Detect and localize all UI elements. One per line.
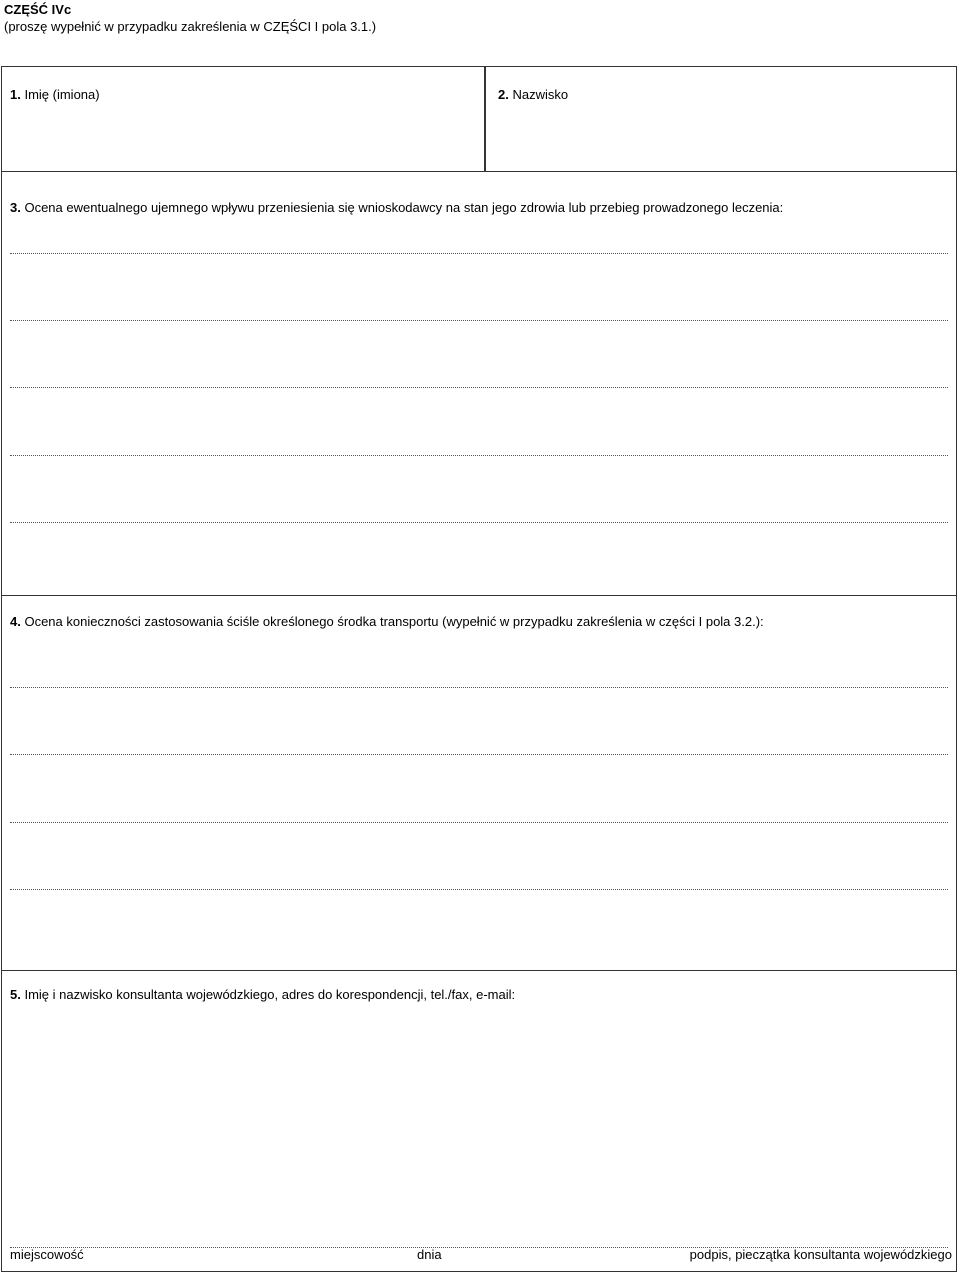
transport-line-4[interactable] xyxy=(10,889,948,890)
consultant-number: 5. xyxy=(10,987,21,1002)
section-subtitle: (proszę wypełnić w przypadku zakreślenia w CZĘŚCI I pola 3.1.) xyxy=(4,19,377,34)
transport-heading xyxy=(10,614,764,629)
assessment-line-2[interactable] xyxy=(10,320,948,321)
surname-number: 2. xyxy=(498,87,509,102)
form-header xyxy=(4,1,376,35)
consultant-section xyxy=(2,971,956,1271)
first-name-field[interactable] xyxy=(10,87,100,102)
section-title: CZĘŚĆ IVc xyxy=(4,2,72,17)
assessment-line-1[interactable] xyxy=(10,253,948,254)
assessment-line-3[interactable] xyxy=(10,387,948,388)
assessment-line-4[interactable] xyxy=(10,455,948,456)
signature-label: podpis, pieczątka konsultanta wojewódzkiego xyxy=(689,1247,952,1262)
transport-section xyxy=(2,596,956,971)
transport-line-2[interactable] xyxy=(10,754,948,755)
transport-line-1[interactable] xyxy=(10,687,948,688)
surname-field[interactable] xyxy=(498,87,568,102)
transport-line-3[interactable] xyxy=(10,822,948,823)
assessment-line-5[interactable] xyxy=(10,522,948,523)
assessment-number: 3. xyxy=(10,200,21,215)
consultant-label: Imię i nazwisko konsultanta wojewódzkiego, adres do korespondencji, tel./fax, e-mail: xyxy=(24,987,516,1002)
transport-number: 4. xyxy=(10,614,21,629)
assessment-heading xyxy=(10,200,783,215)
form-container xyxy=(1,66,957,1272)
surname-label: Nazwisko xyxy=(512,87,569,102)
first-name-label: Imię (imiona) xyxy=(24,87,100,102)
consultant-heading xyxy=(10,987,515,1002)
transport-label: Ocena konieczności zastosowania ściśle określonego środka transportu (wypełnić w przypadku zakreślenia w części I pola 3.2.): xyxy=(24,614,764,629)
name-row xyxy=(2,67,956,172)
signature-labels xyxy=(10,1247,952,1267)
cell-divider xyxy=(484,67,486,171)
assessment-label: Ocena ewentualnego ujemnego wpływu przeniesienia się wnioskodawcy na stan jego zdrowia lub przebieg prowadzonego leczenia: xyxy=(24,200,784,215)
date-label: dnia xyxy=(417,1247,442,1262)
assessment-section xyxy=(2,172,956,596)
first-name-number: 1. xyxy=(10,87,21,102)
place-label: miejscowość xyxy=(10,1247,84,1262)
